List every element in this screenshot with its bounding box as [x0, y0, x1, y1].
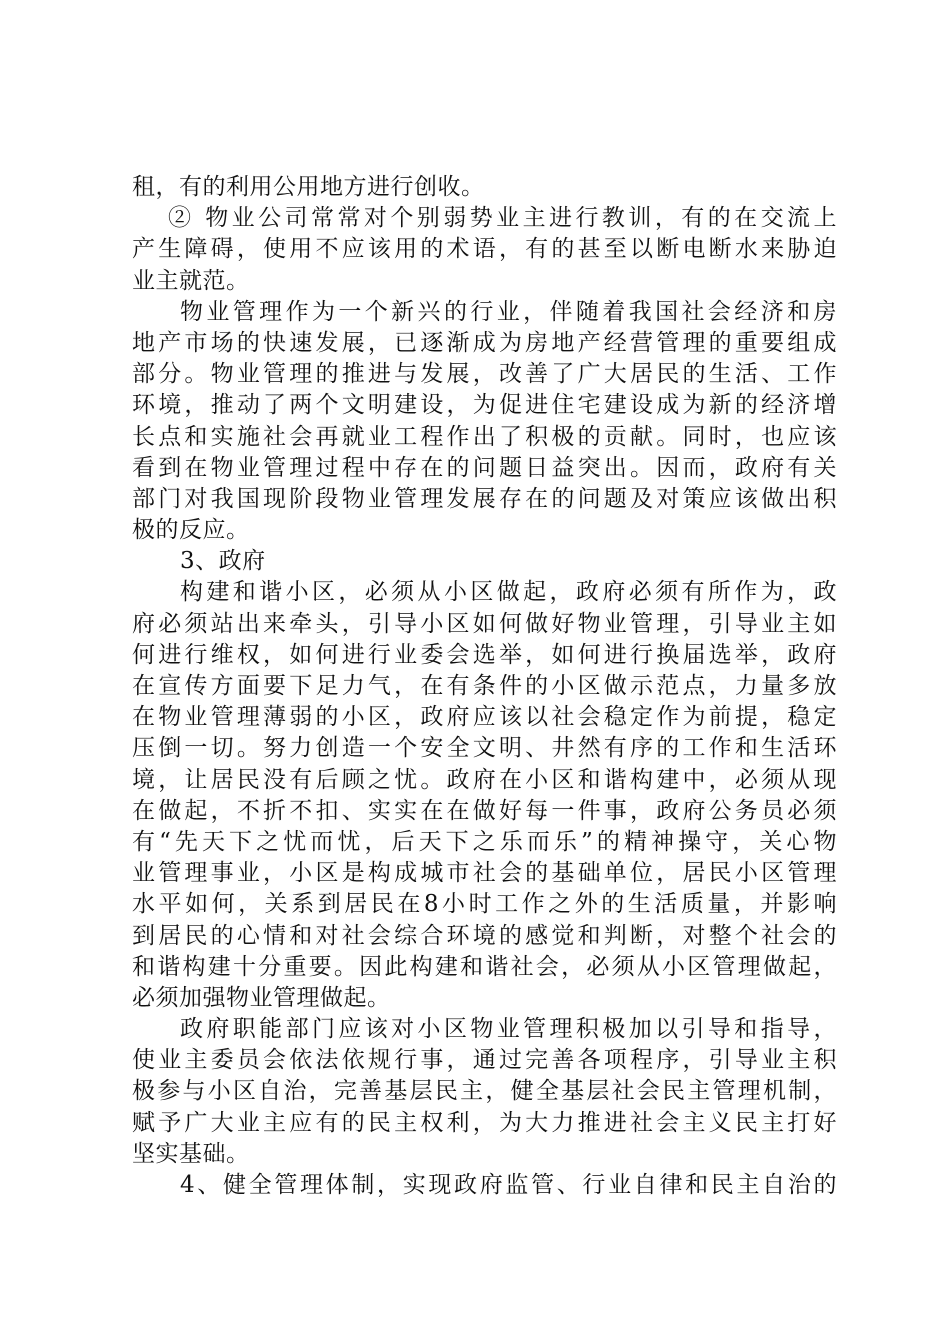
text-line: 地产市场的快速发展，已逐渐成为房地产经营管理的重要组成 [132, 329, 837, 356]
text-line: 到居民的心情和对社会综合环境的感觉和判断，对整个社会的 [132, 922, 837, 949]
text-line: 4、健全管理体制，实现政府监管、行业自律和民主自治的 [180, 1172, 837, 1198]
text-line: 在宣传方面要下足力气，在有条件的小区做示范点，力量多放 [132, 673, 837, 699]
text-line: 压倒一切。努力创造一个安全文明、井然有序的工作和生活环 [132, 735, 837, 762]
text-line: 部分。物业管理的推进与发展，改善了广大居民的生活、工作 [132, 361, 837, 388]
text-line: 府必须站出来牵头，引导小区如何做好物业管理，引导业主如 [132, 610, 837, 637]
text-line: 必须加强物业管理做起。 [132, 984, 391, 1011]
text-line: 境，让居民没有后顾之忧。政府在小区和谐构建中，必须从现 [132, 766, 837, 793]
text-line: 部门对我国现阶段物业管理发展存在的问题及对策应该做出积 [132, 485, 837, 512]
text-line: 和谐构建十分重要。因此构建和谐社会，必须从小区管理做起， [132, 953, 837, 980]
text-line: 极参与小区自治，完善基层民主，健全基层社会民主管理机制， [132, 1078, 837, 1105]
text-line: 构建和谐小区，必须从小区做起，政府必须有所作为，政 [180, 579, 837, 606]
text-line: 何进行维权，如何进行业委会选举，如何进行换届选举，政府 [132, 641, 837, 668]
text-line: 3、政府 [180, 548, 266, 575]
text-line: 极的反应。 [132, 517, 250, 544]
text-line: 看到在物业管理过程中存在的问题日益突出。因而，政府有关 [132, 454, 837, 481]
text-line: 赋予广大业主应有的民主权利，为大力推进社会主义民主打好 [132, 1109, 837, 1136]
text-line: 政府职能部门应该对小区物业管理积极加以引导和指导， [180, 1016, 837, 1043]
text-line: 业管理事业，小区是构成城市社会的基础单位，居民小区管理 [132, 860, 837, 887]
text-line: 水平如何，关系到居民在8小时工作之外的生活质量，并影响 [132, 891, 837, 918]
text-line: 长点和实施社会再就业工程作出了积极的贡献。同时，也应该 [132, 423, 837, 450]
text-line: 有“先天下之忧而忧，后天下之乐而乐”的精神操守，关心物 [132, 828, 837, 855]
text-line: ② 物业公司常常对个别弱势业主进行教训，有的在交流上 [168, 205, 837, 232]
text-line: 物业管理作为一个新兴的行业，伴随着我国社会经济和房 [180, 298, 837, 325]
document-body [132, 172, 837, 1201]
text-line: 租，有的利用公用地方进行创收。 [132, 174, 485, 200]
text-line: 在做起，不折不扣、实实在在做好每一件事，政府公务员必须 [132, 797, 837, 824]
text-line: 坚实基础。 [132, 1140, 250, 1167]
text-line: 环境，推动了两个文明建设，为促进住宅建设成为新的经济增 [132, 392, 837, 419]
text-line: 业主就范。 [132, 267, 250, 294]
text-line: 产生障碍，使用不应该用的术语，有的甚至以断电断水来胁迫 [132, 236, 837, 263]
text-line: 在物业管理薄弱的小区，政府应该以社会稳定作为前提，稳定 [132, 704, 837, 731]
text-line: 使业主委员会依法依规行事，通过完善各项程序，引导业主积 [132, 1047, 837, 1074]
